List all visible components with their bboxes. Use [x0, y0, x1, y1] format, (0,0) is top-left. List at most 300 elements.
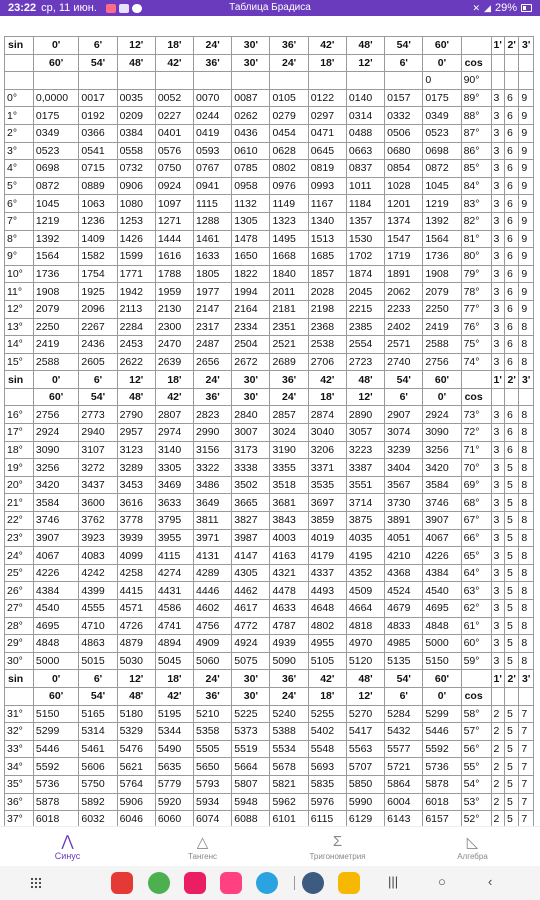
table-cell: 2' — [505, 670, 519, 688]
table-row — [5, 107, 534, 125]
table-cell: 24' — [194, 371, 232, 389]
telegram-icon[interactable] — [256, 872, 278, 894]
table-cell: 48' — [347, 371, 385, 389]
nav-trigonometry[interactable] — [270, 827, 405, 866]
table-cell: 74° — [462, 354, 492, 372]
table-cell: 2419 — [34, 336, 79, 354]
table-row — [5, 565, 534, 583]
table-cell: 1409 — [79, 231, 117, 249]
table-cell: 2062 — [385, 283, 423, 301]
table-cell: 29° — [5, 635, 34, 653]
table-cell: 5388 — [270, 723, 308, 741]
table-cell: 1392 — [34, 231, 79, 249]
table-cell: 1685 — [309, 248, 347, 266]
table-cell: 0698 — [423, 143, 461, 161]
table-cell: 5015 — [79, 653, 117, 671]
table-cell: 4462 — [232, 582, 270, 600]
table-cell: 90° — [462, 72, 492, 90]
table-row — [5, 512, 534, 530]
table-cell: 3795 — [156, 512, 194, 530]
table-cell: 3827 — [232, 512, 270, 530]
table-cell: 5962 — [270, 794, 308, 812]
table-row — [5, 336, 534, 354]
table-cell: 24' — [270, 55, 308, 73]
table-cell: 8 — [519, 442, 534, 460]
table-cell: 2672 — [232, 354, 270, 372]
recents-icon[interactable]: ||| — [388, 874, 399, 889]
header-row — [5, 37, 534, 55]
table-cell: 3156 — [194, 442, 232, 460]
table-cell: 1097 — [156, 195, 194, 213]
table-cell: 2857 — [270, 406, 308, 424]
table-cell: 7 — [519, 794, 534, 812]
table-cell: 0' — [423, 55, 461, 73]
table-cell: 2300 — [156, 319, 194, 337]
table-cell: 1219 — [423, 195, 461, 213]
table-cell: 0,0000 — [34, 90, 79, 108]
table-cell: 6018 — [423, 794, 461, 812]
table-cell: 5270 — [347, 706, 385, 724]
table-cell: 12' — [118, 670, 156, 688]
camera-icon[interactable] — [220, 872, 242, 894]
table-cell: 4352 — [347, 565, 385, 583]
table-cell: 53° — [462, 794, 492, 812]
table-cell: 1959 — [156, 283, 194, 301]
table-cell: 1840 — [270, 266, 308, 284]
table-cell: 5693 — [309, 758, 347, 776]
status-left — [8, 2, 142, 14]
table-cell: 6 — [505, 143, 519, 161]
table-cell: 8 — [519, 635, 534, 653]
table-cell: 2571 — [385, 336, 423, 354]
table-cell: 4035 — [347, 530, 385, 548]
table-cell: 1' — [492, 670, 505, 688]
table-cell: cos — [462, 389, 492, 407]
table-cell: 2907 — [385, 406, 423, 424]
table-cell — [5, 389, 34, 407]
table-row — [5, 530, 534, 548]
table-cell: 3338 — [232, 459, 270, 477]
table-cell: 5446 — [34, 741, 79, 759]
table-cell: 6157 — [423, 811, 461, 826]
table-cell: 0819 — [309, 160, 347, 178]
table-cell: 33° — [5, 741, 34, 759]
table-cell: 5750 — [79, 776, 117, 794]
table-cell — [519, 688, 534, 706]
table-cell: 4524 — [385, 582, 423, 600]
table-cell: 3° — [5, 143, 34, 161]
table-cell: 5150 — [423, 653, 461, 671]
table-cell: 5707 — [347, 758, 385, 776]
table-cell: 3355 — [270, 459, 308, 477]
table-cell: 1357 — [347, 213, 385, 231]
table-cell: 3 — [492, 213, 505, 231]
triangle-icon: △ — [196, 833, 209, 851]
table-cell: 4818 — [347, 618, 385, 636]
table-cell: 85° — [462, 160, 492, 178]
settings-icon[interactable] — [302, 872, 324, 894]
table-cell: 54' — [385, 37, 423, 55]
table-cell: 4772 — [232, 618, 270, 636]
table-cell: 22° — [5, 512, 34, 530]
table-cell: 2045 — [347, 283, 385, 301]
table-cell: 4924 — [232, 635, 270, 653]
table-cell: 1805 — [194, 266, 232, 284]
table-cell: 4384 — [34, 582, 79, 600]
table-cell: 0122 — [309, 90, 347, 108]
table-cell: 0715 — [79, 160, 117, 178]
table-cell: 2740 — [385, 354, 423, 372]
table-cell: 1' — [492, 371, 505, 389]
table-row — [5, 90, 534, 108]
table-cell: 18' — [156, 371, 194, 389]
table-cell: 2317 — [194, 319, 232, 337]
table-cell: 8 — [519, 336, 534, 354]
table-cell: 5075 — [232, 653, 270, 671]
table-cell: 3518 — [270, 477, 308, 495]
table-cell: 14° — [5, 336, 34, 354]
table-cell: 2554 — [347, 336, 385, 354]
table-cell: 19° — [5, 459, 34, 477]
table-cell: 4067 — [423, 530, 461, 548]
table-cell: 6 — [505, 354, 519, 372]
status-time: 23:22 — [8, 2, 37, 14]
table-cell: 36' — [194, 55, 232, 73]
table-cell: 3256 — [423, 442, 461, 460]
table-cell: 6101 — [270, 811, 308, 826]
table-cell: 8 — [519, 319, 534, 337]
table-cell: 3 — [492, 618, 505, 636]
table-cell — [505, 72, 519, 90]
table-cell: 0175 — [34, 107, 79, 125]
table-cell: 3437 — [79, 477, 117, 495]
table-cell: 54' — [79, 688, 117, 706]
table-cell: 1702 — [347, 248, 385, 266]
nav-label: Тангенс — [187, 851, 217, 861]
table-cell: 5 — [505, 565, 519, 583]
table-cell: 60' — [423, 37, 461, 55]
angle-icon: ◺ — [466, 833, 479, 851]
table-cell: 3' — [519, 670, 534, 688]
table-row — [5, 547, 534, 565]
table-cell: 9 — [519, 301, 534, 319]
table-cell: 5 — [505, 582, 519, 600]
table-row — [5, 459, 534, 477]
table-cell: 0924 — [156, 178, 194, 196]
table-cell — [34, 72, 79, 90]
bradis-table-scroll[interactable] — [4, 36, 534, 826]
table-cell: 5850 — [347, 776, 385, 794]
table-cell: 9 — [519, 107, 534, 125]
compass-icon: ⋀ — [61, 833, 74, 850]
table-cell: 6' — [385, 55, 423, 73]
table-cell: 4540 — [34, 600, 79, 618]
table-cell: 3 — [492, 477, 505, 495]
table-cell: 4274 — [156, 565, 194, 583]
table-cell: 4540 — [423, 582, 461, 600]
app-icon[interactable] — [111, 872, 133, 894]
table-cell — [492, 688, 505, 706]
table-cell: 3453 — [118, 477, 156, 495]
table-cell: 80° — [462, 248, 492, 266]
table-cell: 4368 — [385, 565, 423, 583]
table-cell: 4617 — [232, 600, 270, 618]
table-cell — [462, 37, 492, 55]
table-row — [5, 776, 534, 794]
table-cell: 5635 — [156, 758, 194, 776]
table-cell: 0349 — [34, 125, 79, 143]
table-cell: 6 — [505, 319, 519, 337]
table-cell: 3387 — [347, 459, 385, 477]
bradis-sine-table — [4, 36, 534, 826]
table-cell: 5990 — [347, 794, 385, 812]
files-icon[interactable] — [338, 872, 360, 894]
table-cell: 6 — [505, 125, 519, 143]
table-cell: 5976 — [309, 794, 347, 812]
table-cell: 0052 — [156, 90, 194, 108]
table-cell: 18' — [309, 389, 347, 407]
table-cell: 1736 — [423, 248, 461, 266]
table-cell: 1461 — [194, 231, 232, 249]
table-cell: 42' — [156, 389, 194, 407]
table-cell: 3371 — [309, 459, 347, 477]
table-cell: 5 — [505, 530, 519, 548]
table-cell: 3971 — [194, 530, 232, 548]
table-cell: 89° — [462, 90, 492, 108]
nav-tangent[interactable] — [135, 827, 270, 866]
table-cell: 8 — [519, 582, 534, 600]
table-cell: 3 — [492, 336, 505, 354]
table-cell: 0' — [34, 371, 79, 389]
table-cell — [462, 371, 492, 389]
table-cell: 3305 — [156, 459, 194, 477]
table-cell: 2096 — [79, 301, 117, 319]
table-cell: 0872 — [423, 160, 461, 178]
table-cell: 54' — [385, 670, 423, 688]
table-cell — [5, 55, 34, 73]
table-cell: 8 — [519, 600, 534, 618]
table-cell: 34° — [5, 758, 34, 776]
table-cell: 5 — [505, 706, 519, 724]
table-cell: 3 — [492, 600, 505, 618]
table-cell: 4756 — [194, 618, 232, 636]
table-cell: 5329 — [118, 723, 156, 741]
apps-grid-icon[interactable] — [30, 877, 42, 889]
table-cell: 3 — [492, 160, 505, 178]
table-cell: 0454 — [270, 125, 308, 143]
table-cell: 2215 — [347, 301, 385, 319]
table-cell: sin — [5, 670, 34, 688]
table-cell: 5180 — [118, 706, 156, 724]
notification-icons — [106, 4, 142, 13]
table-cell: 4648 — [309, 600, 347, 618]
table-cell: 5 — [505, 776, 519, 794]
table-cell: 0366 — [79, 125, 117, 143]
table-cell: 2957 — [118, 424, 156, 442]
table-cell: 32° — [5, 723, 34, 741]
table-cell: 0576 — [156, 143, 194, 161]
table-cell: 76° — [462, 319, 492, 337]
table-cell: 75° — [462, 336, 492, 354]
table-cell: 5678 — [270, 758, 308, 776]
table-cell: 3746 — [34, 512, 79, 530]
table-cell: 5650 — [194, 758, 232, 776]
table-cell: 36' — [194, 389, 232, 407]
back-icon[interactable]: ‹ — [488, 874, 493, 889]
table-cell: 56° — [462, 741, 492, 759]
table-cell: 3600 — [79, 494, 117, 512]
table-cell: 8 — [519, 406, 534, 424]
table-cell: 3584 — [423, 477, 461, 495]
table-cell: 2756 — [34, 406, 79, 424]
table-cell: 0087 — [232, 90, 270, 108]
table-cell: 60' — [34, 389, 79, 407]
table-cell: 0593 — [194, 143, 232, 161]
table-row — [5, 424, 534, 442]
table-cell: 2250 — [34, 319, 79, 337]
table-cell: 9 — [519, 283, 534, 301]
table-cell: 4695 — [423, 600, 461, 618]
table-cell: 69° — [462, 477, 492, 495]
table-cell: 5255 — [309, 706, 347, 724]
header-row — [5, 670, 534, 688]
table-cell: 66° — [462, 530, 492, 548]
table-cell: 2 — [492, 794, 505, 812]
table-cell: 3923 — [79, 530, 117, 548]
table-row — [5, 231, 534, 249]
table-cell: 0732 — [118, 160, 156, 178]
table-cell: 42' — [309, 371, 347, 389]
table-cell: 30° — [5, 653, 34, 671]
app-icon[interactable] — [184, 872, 206, 894]
chrome-icon[interactable] — [148, 872, 170, 894]
table-cell: 5948 — [232, 794, 270, 812]
table-cell: 30' — [232, 371, 270, 389]
table-cell: 87° — [462, 125, 492, 143]
table-cell — [194, 72, 232, 90]
table-cell: 60' — [34, 55, 79, 73]
wifi-icon: ◢ — [484, 2, 491, 13]
table-cell: 0262 — [232, 107, 270, 125]
table-row — [5, 213, 534, 231]
table-cell: 60' — [34, 688, 79, 706]
table-cell: 1908 — [34, 283, 79, 301]
table-cell: 3 — [492, 494, 505, 512]
table-cell: 0227 — [156, 107, 194, 125]
header-row — [5, 55, 534, 73]
table-cell: 1236 — [79, 213, 117, 231]
table-cell: 2' — [505, 37, 519, 55]
table-cell: 3 — [492, 195, 505, 213]
table-cell: 81° — [462, 231, 492, 249]
nav-label: Синус — [54, 851, 81, 861]
table-cell: 2840 — [232, 406, 270, 424]
table-row — [5, 125, 534, 143]
table-cell: 2402 — [385, 319, 423, 337]
table-cell: 1547 — [385, 231, 423, 249]
table-cell: 6 — [505, 213, 519, 231]
table-row — [5, 582, 534, 600]
table-cell: 12° — [5, 301, 34, 319]
table-cell: 0' — [423, 688, 461, 706]
table-cell: 4970 — [347, 635, 385, 653]
table-cell: 2538 — [309, 336, 347, 354]
table-cell: 3190 — [270, 442, 308, 460]
table-cell: 0993 — [309, 178, 347, 196]
table-cell: 58° — [462, 706, 492, 724]
table-cell: 5461 — [79, 741, 117, 759]
table-row — [5, 160, 534, 178]
table-cell — [519, 72, 534, 90]
home-icon[interactable]: ○ — [438, 874, 446, 889]
table-cell: 1495 — [270, 231, 308, 249]
table-cell: 6 — [505, 90, 519, 108]
table-cell: 7 — [519, 811, 534, 826]
table-row — [5, 283, 534, 301]
table-cell: 2385 — [347, 319, 385, 337]
table-cell: 2233 — [385, 301, 423, 319]
table-cell: 11° — [5, 283, 34, 301]
nav-sine[interactable] — [0, 827, 135, 866]
table-cell: 4242 — [79, 565, 117, 583]
table-cell: 9 — [519, 178, 534, 196]
table-cell: 4571 — [118, 600, 156, 618]
table-cell: 6088 — [232, 811, 270, 826]
table-cell: 4909 — [194, 635, 232, 653]
table-cell: 9 — [519, 266, 534, 284]
table-cell: 1305 — [232, 213, 270, 231]
table-cell: 3 — [492, 442, 505, 460]
table-cell: 3 — [492, 125, 505, 143]
table-cell: 0 — [423, 72, 461, 90]
table-cell: 18' — [156, 37, 194, 55]
table-cell: 4289 — [194, 565, 232, 583]
table-cell: 5606 — [79, 758, 117, 776]
table-cell: 3090 — [34, 442, 79, 460]
table-cell: sin — [5, 37, 34, 55]
table-cell: 3 — [492, 90, 505, 108]
cloud-icon — [132, 4, 142, 13]
table-cell: 3955 — [156, 530, 194, 548]
table-cell: 2334 — [232, 319, 270, 337]
table-cell: 4147 — [232, 547, 270, 565]
table-cell: 3 — [492, 459, 505, 477]
table-row — [5, 600, 534, 618]
table-cell: 4848 — [34, 635, 79, 653]
table-cell: 6 — [505, 178, 519, 196]
table-cell: 9 — [519, 248, 534, 266]
table-cell: 24' — [194, 37, 232, 55]
table-cell: 57° — [462, 723, 492, 741]
table-cell: 6 — [505, 301, 519, 319]
table-cell: 0349 — [423, 107, 461, 125]
table-cell: 5721 — [385, 758, 423, 776]
table-cell: 3140 — [156, 442, 194, 460]
table-cell: 1582 — [79, 248, 117, 266]
table-cell: 0889 — [79, 178, 117, 196]
table-cell — [505, 389, 519, 407]
nav-algebra[interactable] — [405, 827, 540, 866]
table-cell: 1530 — [347, 231, 385, 249]
table-cell: 3420 — [423, 459, 461, 477]
table-cell: 1994 — [232, 283, 270, 301]
table-cell: 6 — [505, 424, 519, 442]
table-cell: 9 — [519, 143, 534, 161]
table-cell: 1028 — [385, 178, 423, 196]
table-cell: 3 — [492, 653, 505, 671]
table-cell: 4863 — [79, 635, 117, 653]
table-cell: 2368 — [309, 319, 347, 337]
